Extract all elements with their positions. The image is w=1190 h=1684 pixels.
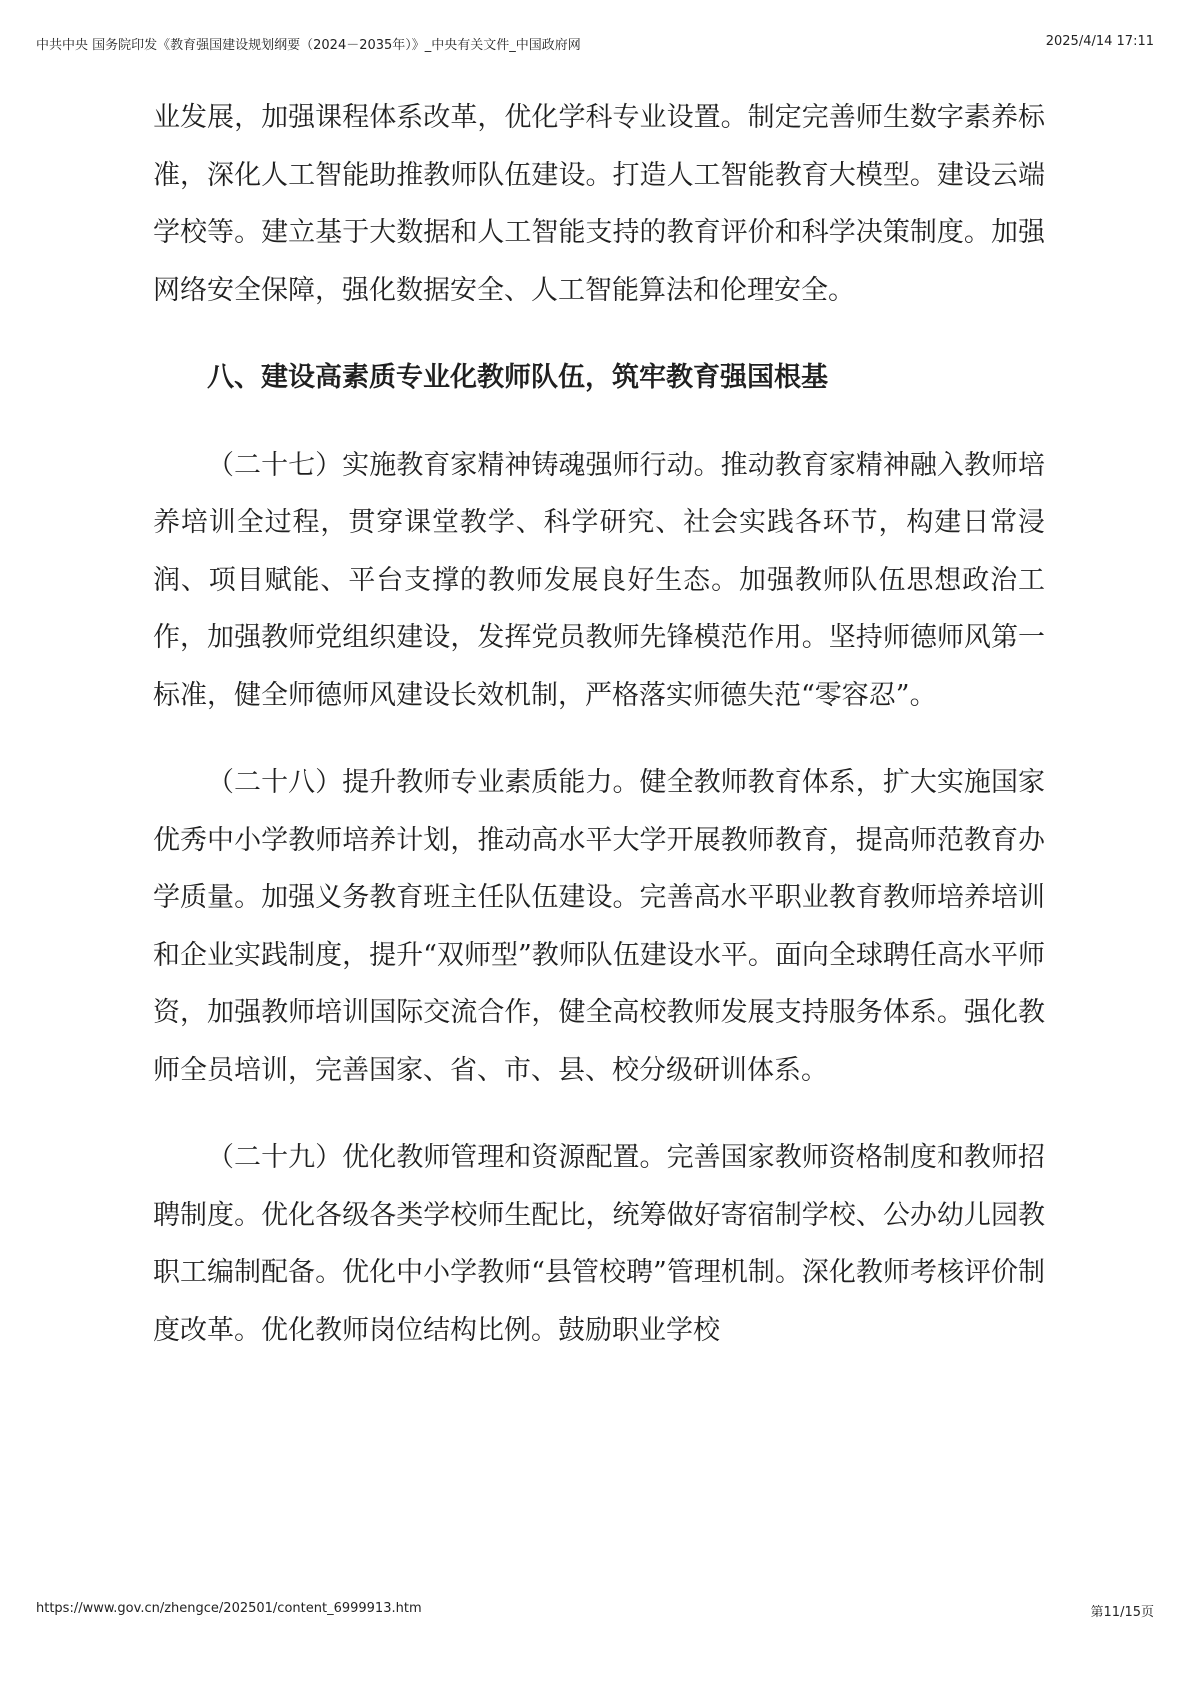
section-heading: 八、建设高素质专业化教师队伍，筑牢教育强国根基 <box>207 362 828 393</box>
page-url: https://www.gov.cn/zhengce/202501/content_6999913.htm <box>36 1601 422 1616</box>
document-title: 中共中央 国务院印发《教育强国建设规划纲要（2024－2035年）》_中央有关文件_中国政府网 <box>36 38 581 53</box>
paragraph-gap <box>153 1099 1045 1129</box>
paragraph-gap <box>153 407 1045 437</box>
paragraph-gap <box>153 724 1045 754</box>
paragraph-27: （二十七）实施教育家精神铸魂强师行动。推动教育家精神融入教师培养培训全过程，贯穿课堂教学、科学研究、社会实践各环节，构建日常浸润、项目赋能、平台支撑的教师发展良好生态。加强教师队伍思想政治工作，加强教师党组织建设，发挥党员教师先锋模范作用。坚持师德师风第一标准，健全师德师风建设长效机制，严格落实师德失范“零容忍”。 <box>153 449 1045 711</box>
paragraph-28: （二十八）提升教师专业素质能力。健全教师教育体系，扩大实施国家优秀中小学教师培养计划，推动高水平大学开展教师教育，提高师范教育办学质量。加强义务教育班主任队伍建设。完善高水平职业教育教师培养培训和企业实践制度，提升“双师型”教师队伍建设水平。面向全球聘任高水平师资，加强教师培训国际交流合作，健全高校教师发展支持服务体系。强化教师全员培训，完善国家、省、市、县、校分级研训体系。 <box>153 767 1045 1086</box>
document-body <box>153 89 1045 1359</box>
print-header <box>36 34 1154 54</box>
paragraph-gap <box>153 319 1045 349</box>
print-datetime: 2025/4/14 17:11 <box>1045 34 1154 49</box>
paragraph-29: （二十九）优化教师管理和资源配置。完善国家教师资格制度和教师招聘制度。优化各级各类学校师生配比，统筹做好寄宿制学校、公办幼儿园教职工编制配备。优化中小学教师“县管校聘”管理机制。深化教师考核评价制度改革。优化教师岗位结构比例。鼓励职业学校 <box>153 1142 1045 1346</box>
paragraph-continued: 业发展，加强课程体系改革，优化学科专业设置。制定完善师生数字素养标准，深化人工智能助推教师队伍建设。打造人工智能教育大模型。建设云端学校等。建立基于大数据和人工智能支持的教育评价和科学决策制度。加强网络安全保障，强化数据安全、人工智能算法和伦理安全。 <box>153 102 1045 306</box>
print-footer <box>36 1601 1154 1621</box>
page-number: 第11/15页 <box>1090 1605 1154 1620</box>
